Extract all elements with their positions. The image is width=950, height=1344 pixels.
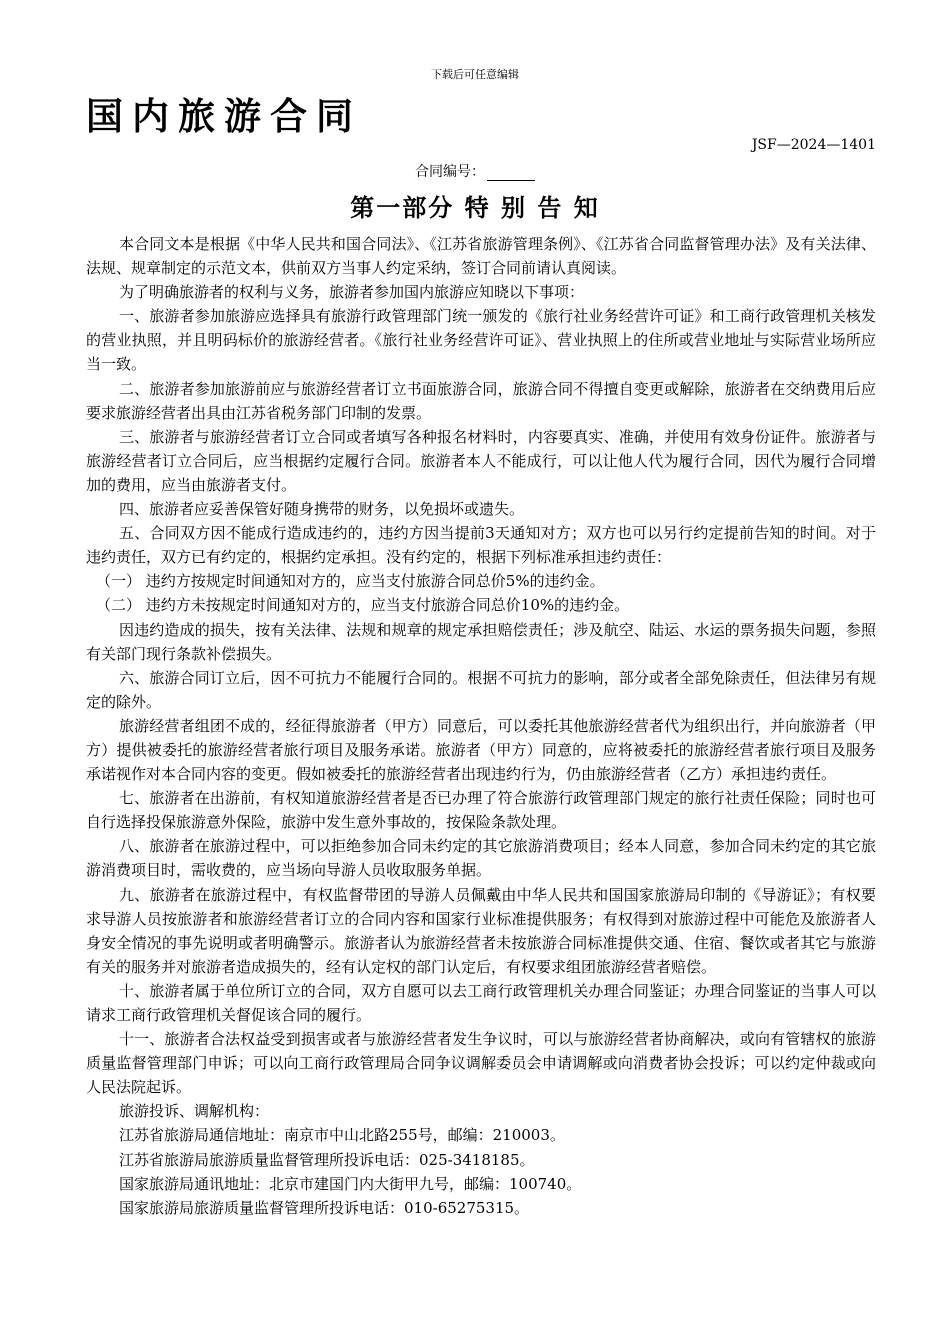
paragraph-loss-compensation: 因违约造成的损失，按有关法律、法规和规章的规定承担赔偿责任；涉及航空、陆运、水运的票务损失问题，参照有关部门现行条款补偿损失。 xyxy=(86,620,876,663)
national-phone: 国家旅游局旅游质量监督管理所投诉电话：010-65275315。 xyxy=(119,1198,530,1217)
paragraph-item-8: 八、旅游者在旅游过程中，可以拒绝参加合同未约定的其它旅游消费项目；经本人同意，参加合同未约定的其它旅游消费项目时，需收费的，应当场向导游人员收取服务单据。 xyxy=(86,837,876,880)
document-body xyxy=(86,232,876,1220)
paragraph-item-4: 四、旅游者应妥善保管好随身携带的财务，以免损坏或遗失。 xyxy=(119,500,525,519)
paragraph-item-1: 一、旅游者参加旅游应选择具有旅游行政管理部门统一颁发的《旅行社业务经营许可证》和工商行政管理机关核发的营业执照，并且明码标价的旅游经营者。《旅行社业务经营许可证》、营业执照上的住所或营业地址与实际营业场所应当一致。 xyxy=(86,307,876,374)
paragraph-item-9: 九、旅游者在旅游过程中，有权监督带团的导游人员佩戴由中华人民共和国国家旅游局印制的《导游证》；有权要求导游人员按旅游者和旅游经营者订立的合同内容和国家行业标准提供服务；有权得到对旅游过程中可能危及旅游者人身安全情况的事先说明或者明确警示。旅游者认为旅游经营者未按旅游合同标准提供交通、住宿、餐饮或者其它与旅游有关的服务并对旅游者造成损失的，经有认定权的部门认定后，有权要求组团旅游经营者赔偿。 xyxy=(86,885,876,976)
jiangsu-address: 江苏省旅游局通信地址：南京市中山北路255号，邮编：210003。 xyxy=(119,1126,565,1145)
paragraph-item-11: 十一、旅游者合法权益受到损害或者与旅游经营者发生争议时，可以与旅游经营者协商解决，或向有管辖权的旅游质量监督管理部门申诉；可以向工商行政管理局合同争议调解委员会申请调解或向消费者协会投诉；可以约定仲裁或向人民法院起诉。 xyxy=(86,1030,876,1097)
paragraph-item-5: 五、合同双方因不能成行造成违约的，违约方因当提前3天通知对方；双方也可以另行约定提前告知的时间。对于违约责任，双方已有约定的，根据约定承担。没有约定的，根据下列标准承担违约责任： xyxy=(86,524,876,567)
paragraph-intro: 本合同文本是根据《中华人民共和国合同法》、《江苏省旅游管理条例》、《江苏省合同监督管理办法》及有关法律、法规、规章制定的示范文本，供前双方当事人约定采纳，签订合同前请认真阅读。 xyxy=(86,235,876,278)
paragraph-item-5-sub-1: （一） 违约方按规定时间通知对方的，应当支付旅游合同总价5%的违约金。 xyxy=(96,572,605,591)
complaint-agencies-heading: 旅游投诉、调解机构： xyxy=(119,1102,270,1121)
document-code: JSF—2024—1401 xyxy=(751,137,876,153)
jiangsu-phone: 江苏省旅游局旅游质量监督管理所投诉电话：025-3418185。 xyxy=(119,1150,535,1169)
paragraph-item-7: 七、旅游者在出游前，有权知道旅游经营者是否已办理了符合旅游行政管理部门规定的旅行社责任保险；同时也可自行选择投保旅游意外保险，旅游中发生意外事故的，按保险条款处理。 xyxy=(86,789,876,832)
paragraph-item-10: 十、旅游者属于单位所订立的合同，双方自愿可以去工商行政管理机关办理合同鉴证；办理合同鉴证的当事人可以请求工商行政管理机关督促该合同的履行。 xyxy=(86,981,876,1024)
paragraph-group-delegation: 旅游经营者组团不成的，经征得旅游者（甲方）同意后，可以委托其他旅游经营者代为组织出行，并向旅游者（甲方）提供被委托的旅游经营者旅行项目及服务承诺。旅游者（甲方）同意的，应将被委托的旅游经营者旅行项目及服务承诺视作对本合同内容的变更。假如被委托的旅游经营者出现违约行为，仍由旅游经营者（乙方）承担违约责任。 xyxy=(86,716,876,784)
download-note: 下载后可任意编辑 xyxy=(431,68,519,81)
part-title: 第一部分 特 别 告 知 xyxy=(350,193,600,222)
paragraph-item-6: 六、旅游合同订立后，因不可抗力不能履行合同的。根据不可抗力的影响，部分或者全部免除责任，但法律另有规定的除外。 xyxy=(86,668,876,711)
paragraph-item-3: 三、旅游者与旅游经营者订立合同或者填写各种报名材料时，内容要真实、准确，并使用有效身份证件。旅游者与旅游经营者订立合同后，应当根据约定履行合同。旅游者本人不能成行，可以让他人代为履行合同，因代为履行合同增加的费用，应当由旅游者支付。 xyxy=(86,427,876,494)
paragraph-item-5-sub-2: （二） 违约方未按规定时间通知对方的，应当支付旅游合同总价10%的违约金。 xyxy=(96,596,630,615)
contract-number-label: 合同编号： xyxy=(415,164,485,180)
contract-number-blank xyxy=(487,166,535,181)
contract-number-line xyxy=(0,161,950,181)
paragraph-item-2: 二、旅游者参加旅游前应与旅游经营者订立书面旅游合同，旅游合同不得擅自变更或解除，旅游者在交纳费用后应要求旅游经营者出具由江苏省税务部门印制的发票。 xyxy=(86,379,876,422)
national-address: 国家旅游局通讯地址：北京市建国门内大街甲九号，邮编：100740。 xyxy=(119,1174,582,1193)
paragraph-purpose: 为了明确旅游者的权利与义务，旅游者参加国内旅游应知晓以下事项： xyxy=(119,283,585,302)
document-title: 国内旅游合同 xyxy=(86,95,362,138)
